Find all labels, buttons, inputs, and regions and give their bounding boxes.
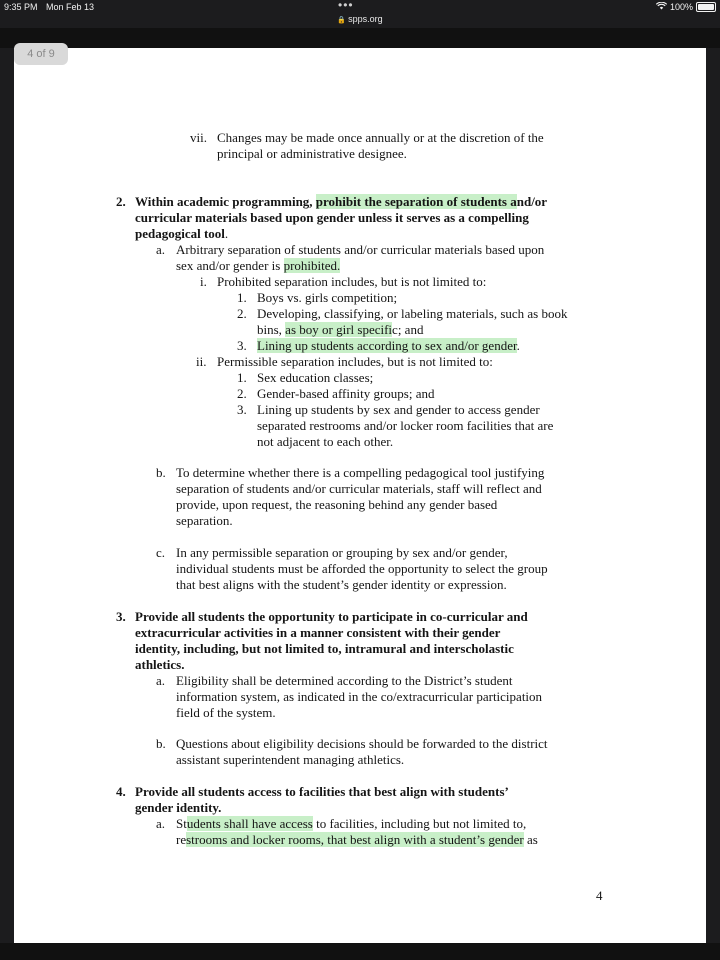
url-bar[interactable]	[0, 14, 720, 28]
section-heading-line: Provide all students the opportunity to participate in co-curricular and	[135, 609, 528, 624]
text-line: bins, as boy or girl specific; and	[257, 322, 424, 337]
url-text: spps.org	[348, 14, 383, 24]
page-number: 4	[596, 888, 603, 903]
highlight: as boy or girl specifi	[285, 322, 393, 337]
viewer-top-bar	[0, 28, 720, 48]
text-line: information system, as indicated in the co/extracurricular participation	[176, 689, 543, 704]
list-marker: b.	[156, 736, 166, 751]
section-heading-line: curricular materials based upon gender unless it serves as a compelling	[135, 210, 529, 225]
section-heading-line: Provide all students access to facilities that best align with students’	[135, 784, 509, 799]
list-marker: 1.	[237, 290, 247, 305]
text-line: Lining up students according to sex and/or gender.	[257, 338, 520, 353]
page-indicator: 4 of 9	[14, 43, 68, 65]
status-right	[656, 2, 716, 12]
text-line: that best aligns with the student’s gender identity or expression.	[176, 577, 507, 592]
text-line: To determine whether there is a compelling pedagogical tool justifying	[176, 465, 545, 480]
text-line: not adjacent to each other.	[257, 434, 394, 449]
text-line: Permissible separation includes, but is not limited to:	[217, 354, 493, 369]
text-line: Changes may be made once annually or at the discretion of the	[217, 130, 544, 145]
text-line: separated restrooms and/or locker room facilities that are	[257, 418, 554, 433]
status-time: 9:35 PM	[4, 2, 38, 12]
section-heading-line: extracurricular activities in a manner consistent with their gender	[135, 625, 501, 640]
list-marker: a.	[156, 673, 166, 688]
section-marker: 2.	[116, 194, 126, 209]
list-marker: vii.	[190, 130, 207, 145]
highlight: udents shall have access	[186, 816, 313, 831]
text-line: Students shall have access to facilities, including but not limited to,	[176, 816, 527, 831]
multitask-dots-icon[interactable]: •••	[338, 0, 354, 12]
list-marker: 1.	[237, 370, 247, 385]
text-line: Prohibited separation includes, but is not limited to:	[217, 274, 487, 289]
list-marker: ii.	[196, 354, 207, 369]
status-date: Mon Feb 13	[46, 2, 95, 12]
section-heading-line: gender identity.	[135, 800, 222, 815]
list-marker: c.	[156, 545, 166, 560]
document-page[interactable]	[14, 48, 706, 943]
text-line: assistant superintendent managing athletics.	[176, 752, 405, 767]
text-line: Arbitrary separation of students and/or curricular materials based upon	[176, 242, 545, 257]
highlight: prohibited.	[283, 258, 341, 273]
list-marker: 2.	[237, 306, 247, 321]
viewer-bottom-bar	[0, 943, 720, 960]
text-line: individual students must be afforded the opportunity to select the group	[176, 561, 548, 576]
list-marker: b.	[156, 465, 166, 480]
list-marker: 2.	[237, 386, 247, 401]
section-marker: 4.	[116, 784, 126, 799]
text-line: Eligibility shall be determined according to the District’s student	[176, 673, 513, 688]
list-marker: 3.	[237, 338, 247, 353]
text-line: field of the system.	[176, 705, 276, 720]
text-line: Questions about eligibility decisions should be forwarded to the district	[176, 736, 548, 751]
section-heading-line: Within academic programming, prohibit the separation of students and/or	[135, 194, 548, 209]
text-line: Lining up students by sex and gender to access gender	[257, 402, 540, 417]
text-line: separation.	[176, 513, 233, 528]
text-line: provide, upon request, the reasoning behind any gender based	[176, 497, 498, 512]
list-marker: a.	[156, 242, 166, 257]
highlight: Lining up students according to sex and/or gender	[257, 338, 517, 353]
highlight: prohibit the separation of students a	[315, 194, 517, 209]
wifi-icon	[656, 2, 667, 12]
text-line: restrooms and locker rooms, that best align with a student’s gender as	[176, 832, 538, 847]
section-heading-line: identity, including, but not limited to, intramural and interscholastic	[135, 641, 514, 656]
lock-icon: 🔒	[337, 17, 347, 24]
battery-icon	[696, 2, 716, 12]
list-marker: a.	[156, 816, 166, 831]
section-heading-line: pedagogical tool.	[135, 226, 229, 241]
text-line: Boys vs. girls competition;	[257, 290, 398, 305]
highlight: strooms and locker rooms, that best align with a student’s gender	[186, 832, 524, 847]
text-line: In any permissible separation or grouping by sex and/or gender,	[176, 545, 508, 560]
list-marker: 3.	[237, 402, 247, 417]
section-marker: 3.	[116, 609, 126, 624]
text-line: Developing, classifying, or labeling materials, such as book	[257, 306, 568, 321]
text-line: principal or administrative designee.	[217, 146, 407, 161]
text-line: separation of students and/or curricular materials, staff will reflect and	[176, 481, 542, 496]
text-line: Gender-based affinity groups; and	[257, 386, 435, 401]
list-marker: i.	[200, 274, 207, 289]
text-line: Sex education classes;	[257, 370, 374, 385]
text-line: sex and/or gender is prohibited.	[176, 258, 341, 273]
section-heading-line: athletics.	[135, 657, 185, 672]
battery-percent: 100%	[669, 2, 693, 12]
